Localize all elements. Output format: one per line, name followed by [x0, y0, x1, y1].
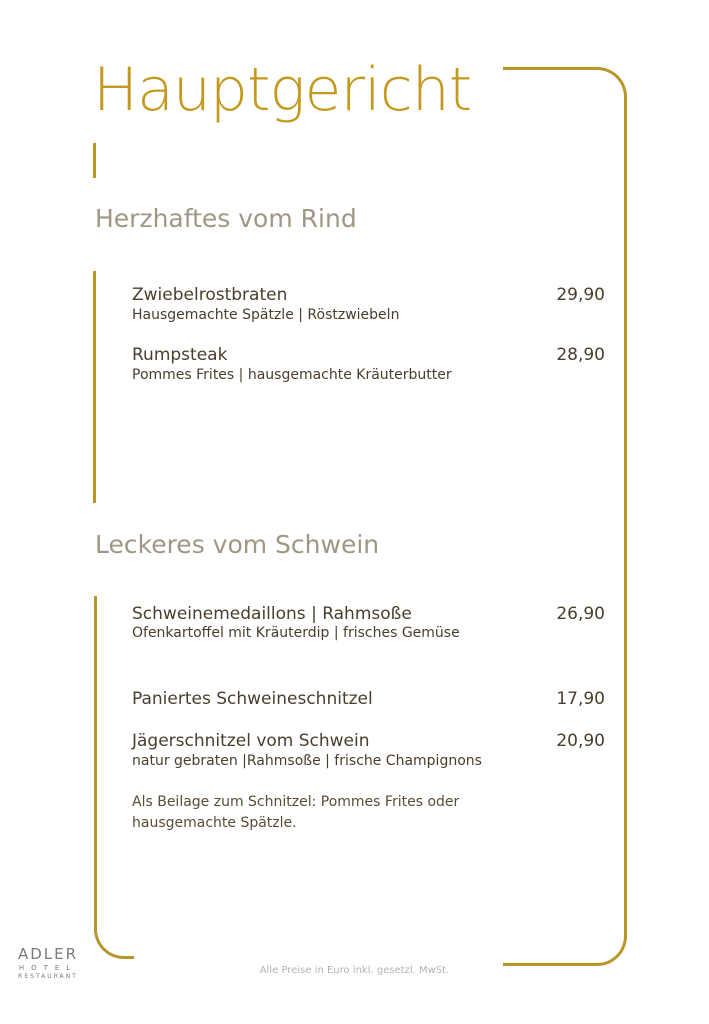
item-price: 20,90 [556, 731, 605, 751]
section-title-rind: Herzhaftes vom Rind [95, 204, 357, 233]
section-accent-bar-rind [93, 271, 96, 503]
logo-line: ADLER [17, 945, 79, 963]
item-price: 26,90 [556, 604, 605, 624]
side-dish-note [132, 792, 532, 834]
logo-line: HOTEL [18, 964, 78, 972]
price-footer: Alle Preise in Euro inkl. gesetzl. MwSt. [259, 965, 450, 976]
item-price: 17,90 [556, 689, 605, 709]
section-title-schwein: Leckeres vom Schwein [95, 530, 380, 559]
item-description: Ofenkartoffel mit Kräuterdip | frisches Gemüse [132, 625, 460, 641]
adler-logo [12, 945, 84, 980]
item-description: Hausgemachte Spätzle | Röstzwiebeln [132, 307, 400, 323]
item-description: natur gebraten |Rahmsoße | frische Champignons [132, 753, 482, 769]
item-name: Paniertes Schweineschnitzel [132, 689, 373, 709]
title-accent-bar [93, 143, 96, 178]
item-name: Zwiebelrostbraten [132, 285, 288, 305]
page-title: Hauptgericht [93, 55, 472, 125]
item-name: Schweinemedaillons | Rahmsoße [132, 604, 412, 624]
note-line: Als Beilage zum Schnitzel: Pommes Frites oder [132, 794, 460, 810]
item-description: Pommes Frites | hausgemachte Kräuterbutter [132, 367, 452, 383]
frame-left-bottom [94, 596, 134, 959]
item-price: 28,90 [556, 345, 605, 365]
logo-line: RESTAURANT [18, 973, 78, 980]
item-name: Jägerschnitzel vom Schwein [132, 731, 370, 751]
item-name: Rumpsteak [132, 345, 228, 365]
note-line: hausgemachte Spätzle. [132, 815, 297, 831]
item-price: 29,90 [556, 285, 605, 305]
